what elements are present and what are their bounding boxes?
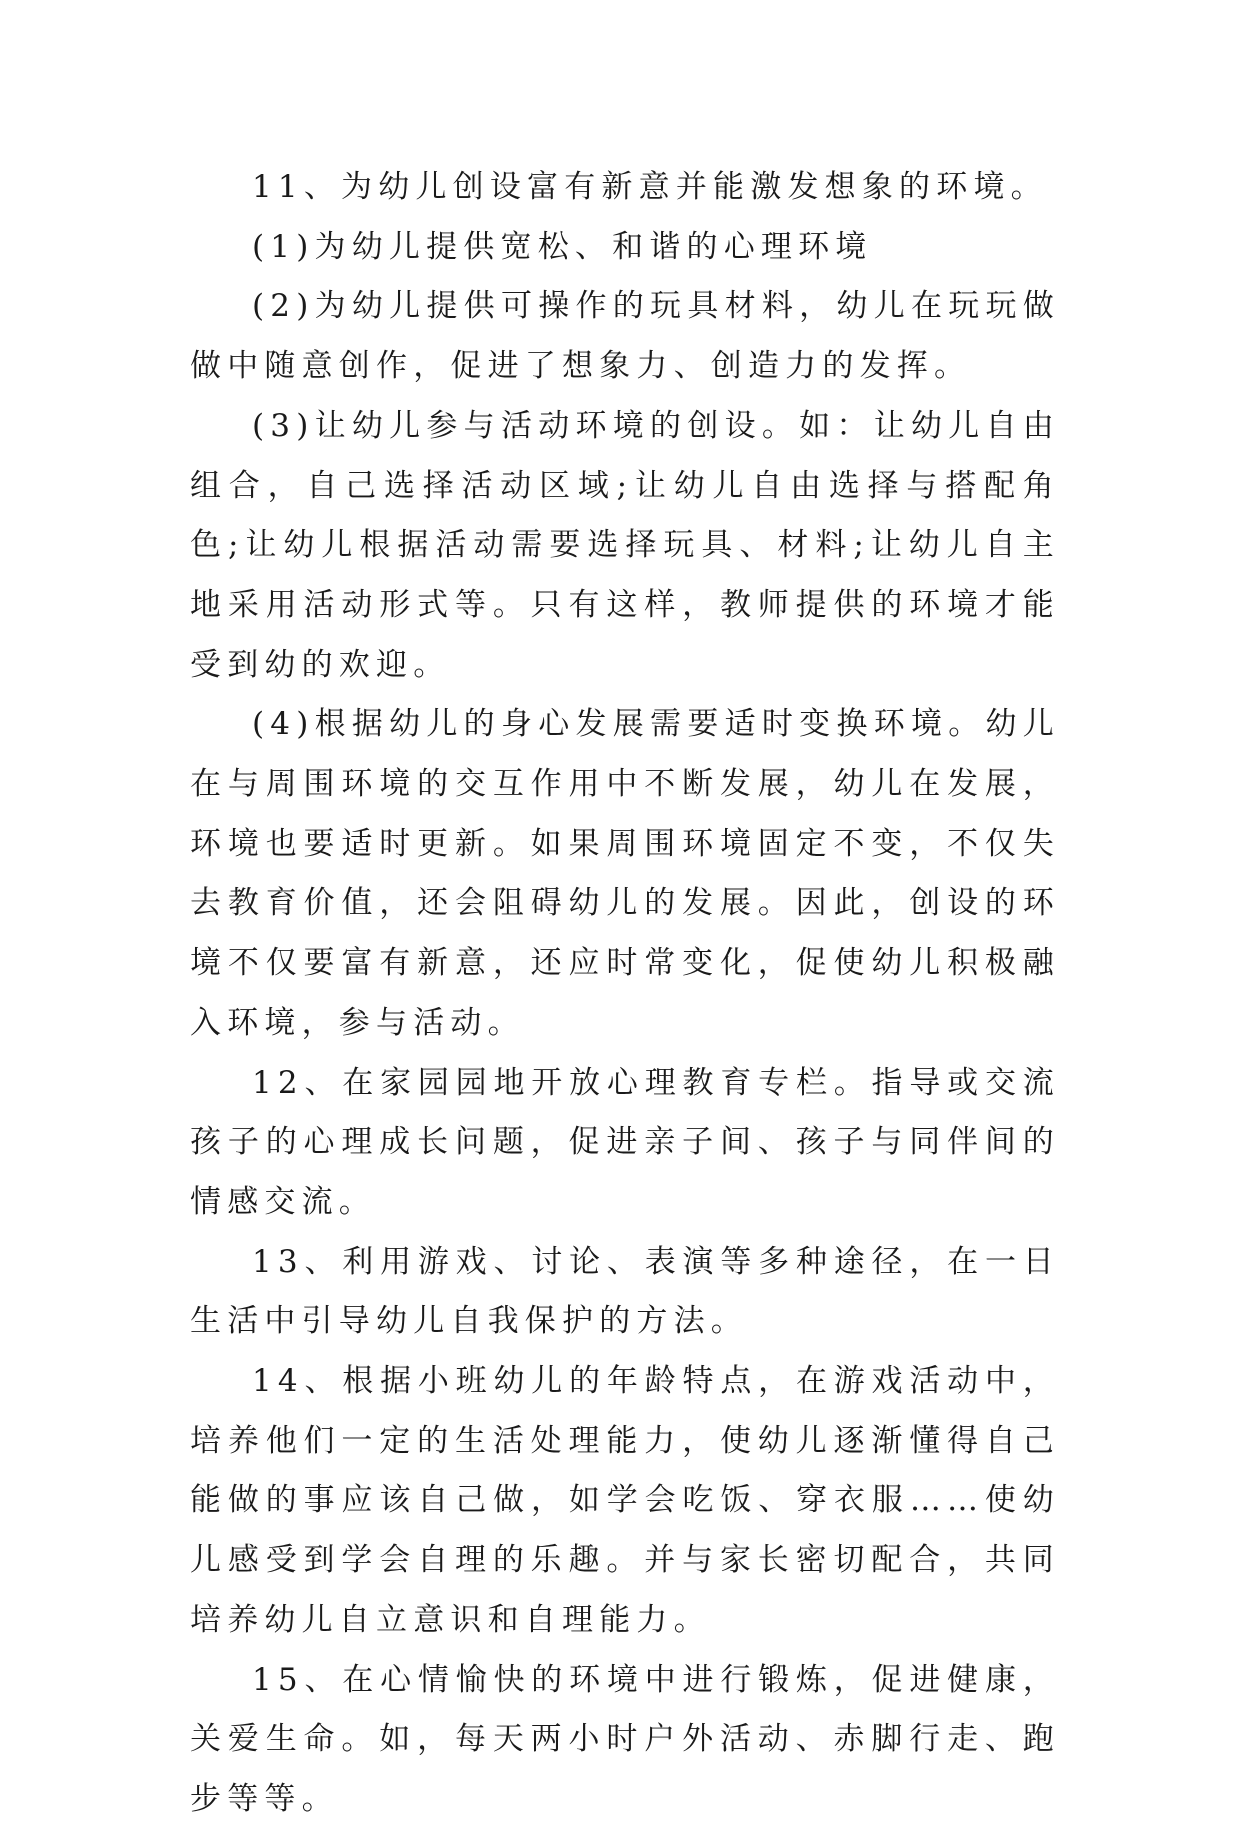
document-body <box>190 158 1060 1830</box>
paragraph-sub-item-3: (3)让幼儿参与活动环境的创设。如：让幼儿自由组合，自己选择活动区域;让幼儿自由选择与搭配角色;让幼儿根据活动需要选择玩具、材料;让幼儿自主地采用活动形式等。只有这样，教师提供的环境才能受到幼的欢迎。 <box>190 407 1060 683</box>
paragraph-sub-item-4: (4)根据幼儿的身心发展需要适时变换环境。幼儿在与周围环境的交互作用中不断发展，幼儿在发展，环境也要适时更新。如果周围环境固定不变，不仅失去教育价值，还会阻碍幼儿的发展。因此，创设的环境不仅要富有新意，还应时常变化，促使幼儿积极融入环境，参与活动。 <box>190 706 1060 1041</box>
paragraph-sub-item-1: (1)为幼儿提供宽松、和谐的心理环境 <box>252 228 873 265</box>
paragraph-item-14: 14、根据小班幼儿的年龄特点，在游戏活动中，培养他们一定的生活处理能力，使幼儿逐渐懂得自己能做的事应该自己做，如学会吃饭、穿衣服……使幼儿感受到学会自理的乐趣。并与家长密切配合，共同培养幼儿自立意识和自理能力。 <box>190 1363 1060 1638</box>
paragraph-item-15: 15、在心情愉快的环境中进行锻炼，促进健康，关爱生命。如，每天两小时户外活动、赤脚行走、跑步等等。 <box>190 1661 1060 1817</box>
paragraph-item-11: 11、为幼儿创设富有新意并能激发想象的环境。 <box>252 169 1048 205</box>
paragraph-item-12: 12、在家园园地开放心理教育专栏。指导或交流孩子的心理成长问题，促进亲子间、孩子与同伴间的情感交流。 <box>190 1064 1060 1220</box>
paragraph-item-13: 13、利用游戏、讨论、表演等多种途径，在一日生活中引导幼儿自我保护的方法。 <box>190 1243 1060 1340</box>
paragraph-sub-item-2: (2)为幼儿提供可操作的玩具材料，幼儿在玩玩做做中随意创作，促进了想象力、创造力的发挥。 <box>190 288 1060 385</box>
